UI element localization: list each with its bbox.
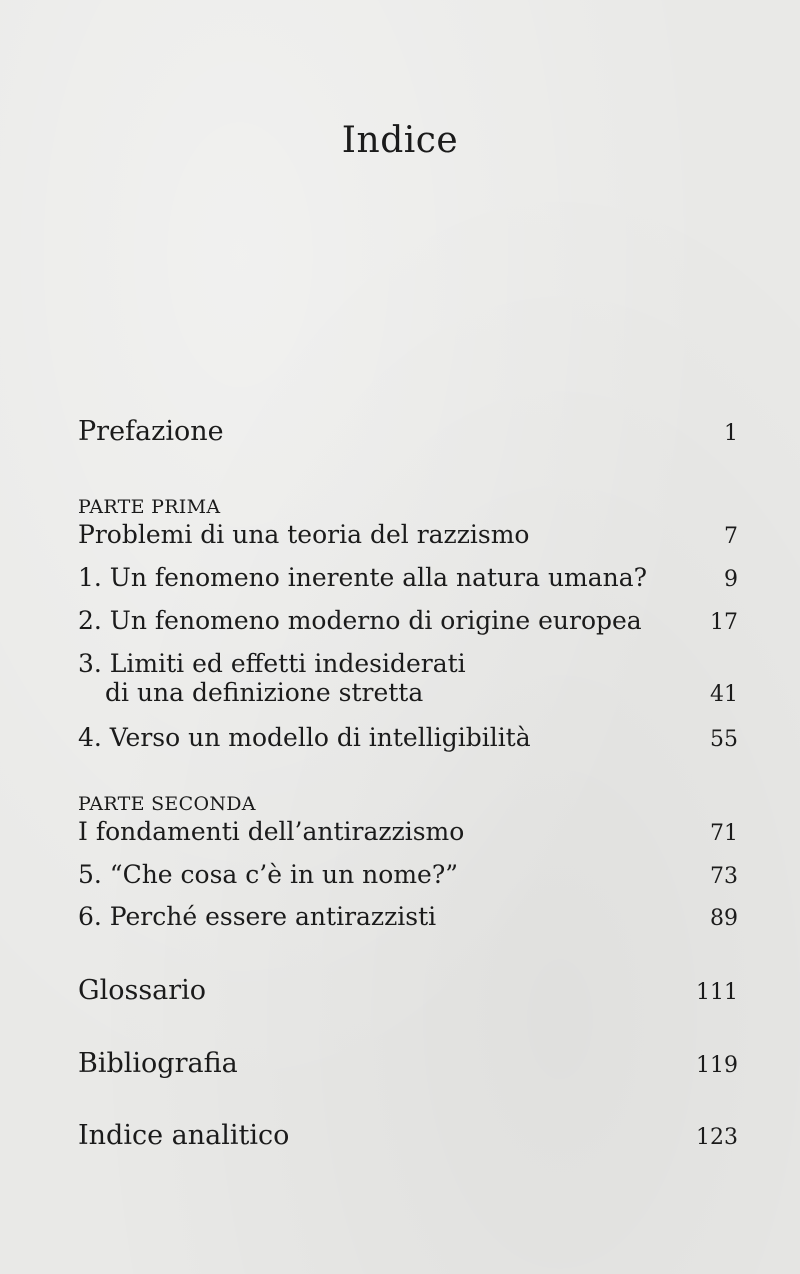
toc-entry-page: 89 <box>710 906 738 931</box>
toc-entry-label: I fondamenti dell’antirazzismo <box>78 817 465 846</box>
toc-entry-label: Bibliografia <box>78 1048 238 1079</box>
toc-entry-page: 41 <box>710 682 738 707</box>
toc-entry-page: 123 <box>696 1125 738 1150</box>
toc-entry-label: 6. Perché essere antirazzisti <box>78 902 437 931</box>
toc-entry-parte-prima-heading <box>78 520 738 549</box>
toc-entry-label: 4. Verso un modello di intelligibilità <box>78 723 531 752</box>
toc-entry-page: 73 <box>710 864 738 889</box>
toc-entry-chapter-3 <box>78 649 738 707</box>
toc-entry-chapter-5 <box>78 860 738 889</box>
toc-entry-page: 1 <box>724 421 738 446</box>
toc-entry-page: 55 <box>710 727 738 752</box>
toc-entry-label-line2: di una definizione stretta <box>105 678 424 707</box>
toc-entry-label: 5. “Che cosa c’è in un nome?” <box>78 860 459 889</box>
page-title: Indice <box>341 120 459 161</box>
toc-entry-prefazione <box>78 416 738 447</box>
toc-entry-label: Indice analitico <box>78 1120 290 1151</box>
part-label-prima: PARTE PRIMA <box>78 496 221 518</box>
toc-entry-parte-seconda-heading <box>78 817 738 846</box>
toc-entry-chapter-4 <box>78 723 738 752</box>
toc-entry-chapter-1 <box>78 563 738 592</box>
toc-entry-label: 2. Un fenomeno moderno di origine europea <box>78 606 642 635</box>
toc-entry-page: 71 <box>710 821 738 846</box>
toc-entry-page: 9 <box>724 567 738 592</box>
toc-entry-page: 7 <box>724 524 738 549</box>
toc-entry-label-line1: 3. Limiti ed effetti indesiderati <box>78 649 466 678</box>
toc-entry-glossario <box>78 975 738 1006</box>
toc-entry-bibliografia <box>78 1048 738 1079</box>
toc-entry-indice-analitico <box>78 1120 738 1151</box>
toc-entry-page: 17 <box>710 610 738 635</box>
toc-entry-chapter-2 <box>78 606 738 635</box>
toc-entry-label: Prefazione <box>78 416 224 447</box>
toc-entry-page: 119 <box>696 1053 738 1078</box>
toc-entry-page: 111 <box>696 980 738 1005</box>
toc-entry-chapter-6 <box>78 902 738 931</box>
toc-entry-label: 1. Un fenomeno inerente alla natura umana? <box>78 563 648 592</box>
part-label-seconda: PARTE SECONDA <box>78 793 256 815</box>
toc-entry-label: Problemi di una teoria del razzismo <box>78 520 530 549</box>
toc-entry-label: Glossario <box>78 975 207 1006</box>
